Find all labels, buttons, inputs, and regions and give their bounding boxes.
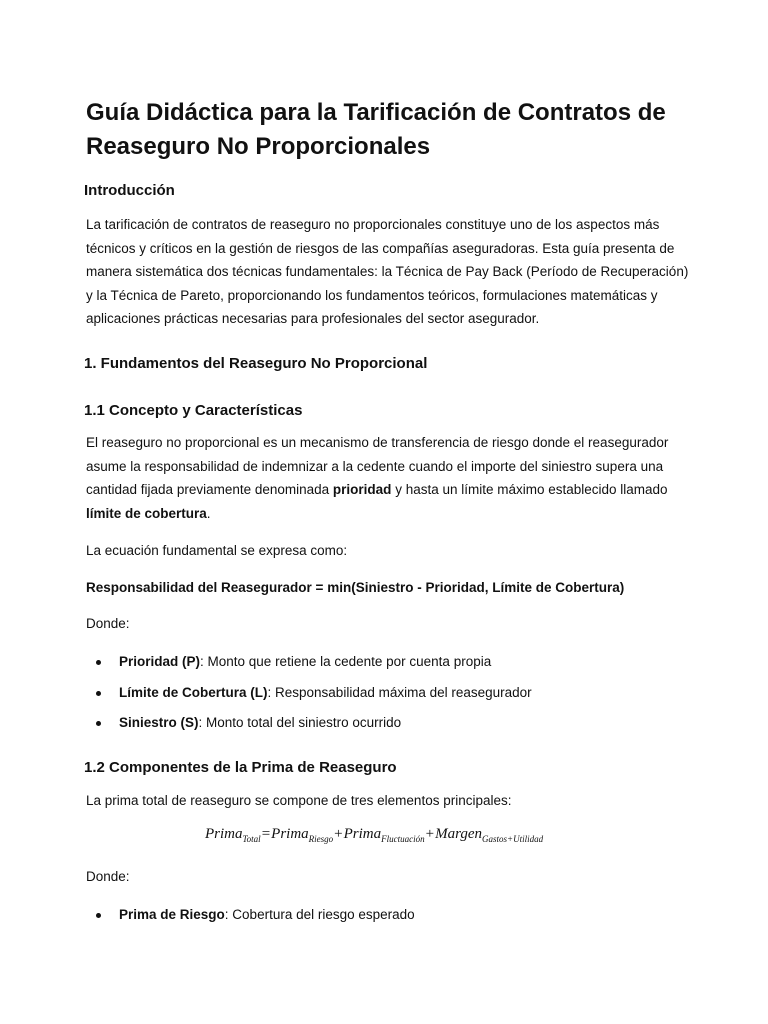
list-item-desc: : Responsabilidad máxima del reasegurador bbox=[267, 685, 532, 700]
formula-term-2: Prima bbox=[343, 826, 382, 842]
list-item-term: Límite de Cobertura (L) bbox=[119, 685, 268, 700]
list-item-desc: : Monto que retiene la cedente por cuenta propia bbox=[200, 654, 492, 669]
equation-intro: La ecuación fundamental se expresa como: bbox=[86, 543, 348, 558]
list-item-text bbox=[119, 907, 415, 922]
list-item-term: Siniestro (S) bbox=[119, 715, 199, 730]
prima-formula bbox=[205, 826, 543, 844]
s11-line-1: El reaseguro no proporcional es un mecanismo de transferencia de riesgo donde el reasegurador bbox=[86, 435, 669, 450]
list-item-desc: : Cobertura del riesgo esperado bbox=[224, 907, 415, 922]
bullet-icon bbox=[96, 691, 101, 696]
formula-plus: + bbox=[425, 826, 435, 842]
title-line-2: Reaseguro No Proporcionales bbox=[86, 133, 431, 160]
list-item-desc: : Monto total del siniestro ocurrido bbox=[198, 715, 402, 730]
s11-line-3-pre: cantidad fijada previamente denominada bbox=[86, 482, 333, 498]
list-item-term: Prima de Riesgo bbox=[119, 907, 225, 922]
section-1-1-paragraph bbox=[86, 431, 686, 525]
intro-line: técnicos y críticos en la gestión de riesgos de las compañías aseguradoras. Esta guía presenta de bbox=[86, 240, 675, 256]
list-item-term: Prioridad (P) bbox=[119, 654, 201, 669]
bullet-icon bbox=[96, 721, 101, 726]
formula-lhs: Prima bbox=[205, 826, 243, 842]
formula-plus: + bbox=[334, 826, 343, 842]
formula-lhs-sub: Total bbox=[242, 834, 261, 844]
term-prioridad: prioridad bbox=[332, 482, 392, 498]
bullet-icon bbox=[96, 913, 101, 918]
section-1-heading: 1. Fundamentos del Reaseguro No Proporcional bbox=[84, 355, 428, 372]
title-line-1: Guía Didáctica para la Tarificación de Contratos de bbox=[86, 99, 666, 126]
intro-line: aplicaciones prácticas necesarias para profesionales del sector asegurador. bbox=[86, 311, 540, 327]
section-1-2-heading: 1.2 Componentes de la Prima de Reaseguro bbox=[84, 759, 397, 776]
section-1-1-heading: 1.1 Concepto y Características bbox=[84, 402, 303, 419]
list-item-text bbox=[119, 715, 401, 730]
formula-term-1-sub: Riesgo bbox=[308, 834, 334, 844]
s11-line-3 bbox=[86, 478, 686, 502]
bullet-icon bbox=[96, 660, 101, 665]
formula-term-3: Margen bbox=[435, 826, 483, 842]
list-item-text bbox=[119, 685, 532, 700]
formula-equals: = bbox=[261, 826, 271, 842]
intro-line: y la Técnica de Pareto, proporcionando los fundamentos teóricos, formulaciones matemáticas y bbox=[86, 287, 658, 303]
fundamental-equation: Responsabilidad del Reasegurador = min(Siniestro - Prioridad, Límite de Cobertura) bbox=[86, 580, 625, 595]
formula-term-2-sub: Fluctuación bbox=[381, 834, 425, 844]
s11-line-2: asume la responsabilidad de indemnizar a la cedente cuando el importe del siniestro supera una bbox=[86, 458, 664, 474]
donde-label-1: Donde: bbox=[86, 616, 130, 631]
document-title bbox=[86, 96, 726, 164]
term-limite-cobertura: límite de cobertura bbox=[86, 505, 207, 521]
s11-line-4-post: . bbox=[206, 505, 211, 521]
intro-line: manera sistemática dos técnicas fundamentales: la Técnica de Pay Back (Período de Recuperación) bbox=[86, 264, 689, 280]
intro-line: La tarificación de contratos de reaseguro no proporcionales constituye uno de los aspectos más bbox=[86, 217, 660, 232]
list-item-text bbox=[119, 654, 491, 669]
s11-line-3-post: y hasta un límite máximo establecido llamado bbox=[391, 482, 668, 498]
s11-line-4 bbox=[86, 502, 686, 526]
formula-term-1: Prima bbox=[271, 826, 309, 842]
formula-term-3-sub: Gastos+Utilidad bbox=[482, 834, 544, 844]
section-1-2-intro: La prima total de reaseguro se compone de tres elementos principales: bbox=[86, 793, 512, 808]
intro-paragraph bbox=[86, 213, 689, 331]
intro-heading: Introducción bbox=[84, 182, 175, 199]
donde-label-2: Donde: bbox=[86, 869, 130, 884]
